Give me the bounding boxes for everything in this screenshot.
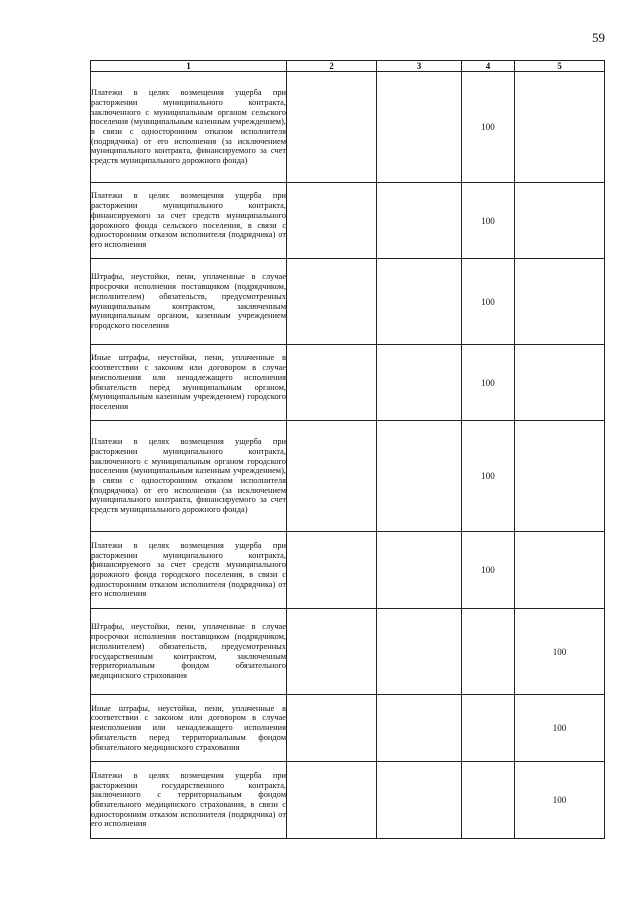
row-col-4 <box>462 762 515 839</box>
row-col-3 <box>377 72 462 183</box>
row-col-3 <box>377 421 462 532</box>
row-col-4 <box>462 609 515 695</box>
row-description: Платежи в целях возмещения ущерба при расторжении муниципального контракта, финансируемого за счет средств муниципального дорожного фонда городского поселения, в связи с односторонним отказом исполнителя (подрядчика) от его исполнения <box>91 532 287 609</box>
row-col-2 <box>287 345 377 421</box>
row-description: Иные штрафы, неустойки, пени, уплаченные в соответствии с законом или договором в случае неисполнения или ненадлежащего исполнения обязательств перед муниципальным органом, (муниципальным казенным учреждением) городского поселения <box>91 345 287 421</box>
row-col-4 <box>462 695 515 762</box>
row-col-2 <box>287 72 377 183</box>
row-col-3 <box>377 695 462 762</box>
row-col-2 <box>287 609 377 695</box>
table-row <box>91 259 605 345</box>
table-row <box>91 72 605 183</box>
table-row <box>91 609 605 695</box>
row-col-5: 100 <box>515 762 605 839</box>
row-description: Штрафы, неустойки, пени, уплаченные в случае просрочки исполнения поставщиком (подрядчиком, исполнителем) обязательств, предусмотренных государственным контрактом, заключенным территориальным фондом обязательного медицинского страхования <box>91 609 287 695</box>
row-col-5 <box>515 345 605 421</box>
table-row <box>91 345 605 421</box>
row-col-5 <box>515 183 605 259</box>
row-col-3 <box>377 259 462 345</box>
row-col-4: 100 <box>462 72 515 183</box>
row-col-5 <box>515 421 605 532</box>
row-col-5 <box>515 72 605 183</box>
row-description: Платежи в целях возмещения ущерба при расторжении муниципального контракта, финансируемого за счет средств муниципального дорожного фонда сельского поселения, в связи с односторонним отказом исполнителя (подрядчика) от его исполнения <box>91 183 287 259</box>
row-col-3 <box>377 345 462 421</box>
row-col-3 <box>377 183 462 259</box>
row-description: Платежи в целях возмещения ущерба при расторжении муниципального контракта, заключенного с муниципальным органом городского поселения (муниципальным казенным учреждением), в связи с односторонним отказом исполнителя (подрядчика) от его исполнения (за исключением муниципального контракта, финансируемого за счет средств муниципального дорожного фонда) <box>91 421 287 532</box>
row-col-4: 100 <box>462 183 515 259</box>
row-col-3 <box>377 532 462 609</box>
table-row <box>91 421 605 532</box>
row-col-4: 100 <box>462 345 515 421</box>
row-description: Платежи в целях возмещения ущерба при расторжении муниципального контракта, заключенного с муниципальным органом сельского поселения (муниципальным казенным учреждением), в связи с односторонним отказом исполнителя (подрядчика) от его исполнения (за исключением муниципального контракта, финансируемого за счет средств муниципального дорожного фонда) <box>91 72 287 183</box>
table-row <box>91 695 605 762</box>
table-header-row <box>91 61 605 72</box>
header-col-3: 3 <box>377 61 462 72</box>
row-col-2 <box>287 532 377 609</box>
row-description: Штрафы, неустойки, пени, уплаченные в случае просрочки исполнения поставщиком (подрядчиком, исполнителем) обязательств, предусмотренных муниципальным контрактом, заключенным муниципальным органом, казенным учреждением городского поселения <box>91 259 287 345</box>
page-number: 59 <box>592 30 605 45</box>
row-col-5 <box>515 259 605 345</box>
header-col-1: 1 <box>91 61 287 72</box>
row-col-5 <box>515 532 605 609</box>
row-col-5: 100 <box>515 609 605 695</box>
row-col-2 <box>287 183 377 259</box>
header-col-4: 4 <box>462 61 515 72</box>
row-description: Иные штрафы, неустойки, пени, уплаченные в соответствии с законом или договором в случае неисполнения или ненадлежащего исполнения обязательств перед территориальным фондом обязательного медицинского страхования <box>91 695 287 762</box>
row-col-4: 100 <box>462 421 515 532</box>
row-col-3 <box>377 609 462 695</box>
table-row <box>91 532 605 609</box>
header-col-2: 2 <box>287 61 377 72</box>
table-row <box>91 762 605 839</box>
row-col-5: 100 <box>515 695 605 762</box>
table-row <box>91 183 605 259</box>
row-description: Платежи в целях возмещения ущерба при расторжении государственного контракта, заключенного с территориальным фондом обязательного медицинского страхования, в связи с односторонним отказом исполнителя (подрядчика) от его исполнения <box>91 762 287 839</box>
row-col-4: 100 <box>462 259 515 345</box>
row-col-2 <box>287 762 377 839</box>
row-col-2 <box>287 421 377 532</box>
row-col-2 <box>287 695 377 762</box>
budget-table <box>90 60 605 839</box>
row-col-3 <box>377 762 462 839</box>
header-col-5: 5 <box>515 61 605 72</box>
row-col-4: 100 <box>462 532 515 609</box>
row-col-2 <box>287 259 377 345</box>
